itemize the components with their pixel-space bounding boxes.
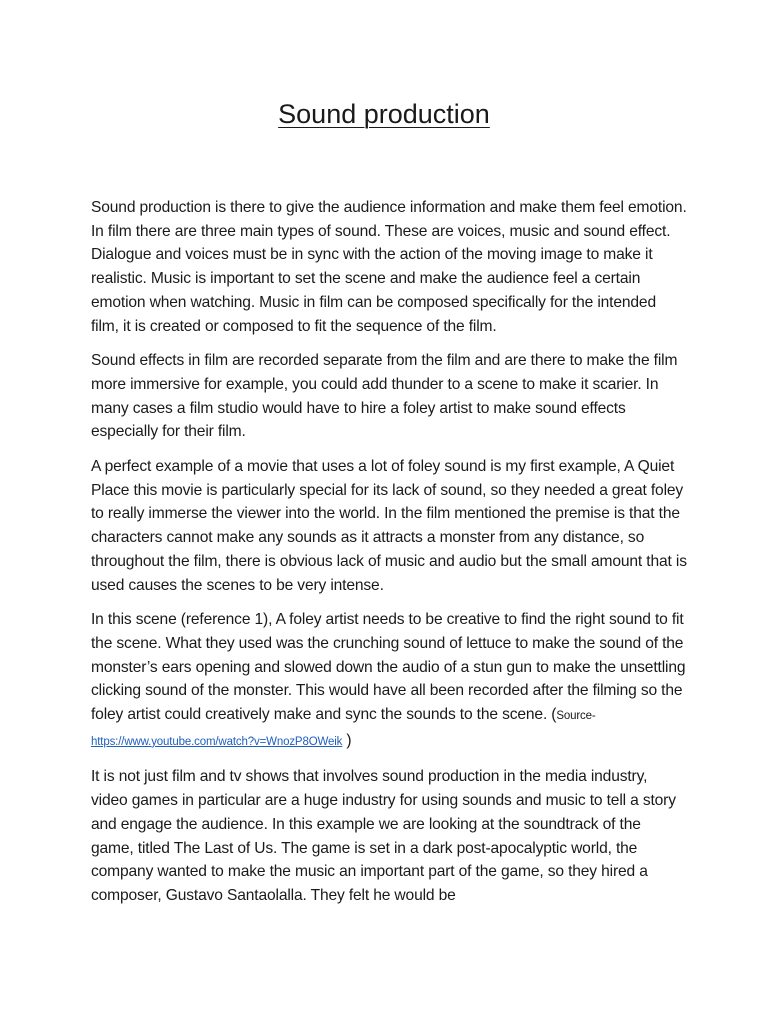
paragraph-intro: Sound production is there to give the audience information and make them feel emotion. In film there are three main types of sound. These are voices, music and sound effect. Dialogue and voices must be in sync with the action of the moving image to make it realistic. Music is important to set the scene and make the audience feel a certain emotion when watching. Music in film can be composed specifically for the intended film, it is created or composed to fit the sequence of the film. xyxy=(91,199,687,335)
paragraph-scene xyxy=(91,608,687,754)
paragraph-sound-effects: Sound effects in film are recorded separate from the film and are there to make the film more immersive for example, you could add thunder to a scene to make it scarier. In many cases a film studio would have to hire a foley artist to make sound effects especially for their film. xyxy=(91,352,678,441)
source-close: ) xyxy=(342,731,352,749)
paragraph-quiet-place: A perfect example of a movie that uses a lot of foley sound is my first example, A Quiet Place this movie is particularly special for its lack of sound, so they needed a great foley to really immerse the viewer into the world. In the film mentioned the premise is that the characters cannot make any sounds as it attracts a monster from any distance, so throughout the film, there is obvious lack of music and audio but the small amount that is used causes the scenes to be very intense. xyxy=(91,458,687,594)
document-title: Sound production xyxy=(278,99,490,129)
scene-text: In this scene (reference 1), A foley artist needs to be creative to find the right sound to fit the scene. What they used was the crunching sound of lettuce to make the sound of the monster’s ears opening and slowed down the audio of a stun gun to make the unsettling clicking sound of the monster. This would have all been recorded after the filming so the foley artist could creatively make and sync the sounds to the scene. ( xyxy=(91,611,686,724)
source-label: Source- xyxy=(556,710,596,723)
paragraph-video-games: It is not just film and tv shows that involves sound production in the media industry, video games in particular are a huge industry for using sounds and music to tell a story and engage the audience. In this example we are looking at the soundtrack of the game, titled The Last of Us. The game is set in a dark post-apocalyptic world, the company wanted to make the music an important part of the game, so they hired a composer, Gustavo Santaolalla. They felt he would be xyxy=(91,768,676,904)
document-body xyxy=(91,196,687,919)
source-link[interactable]: https://www.youtube.com/watch?v=WnozP8OWeik xyxy=(91,735,343,748)
